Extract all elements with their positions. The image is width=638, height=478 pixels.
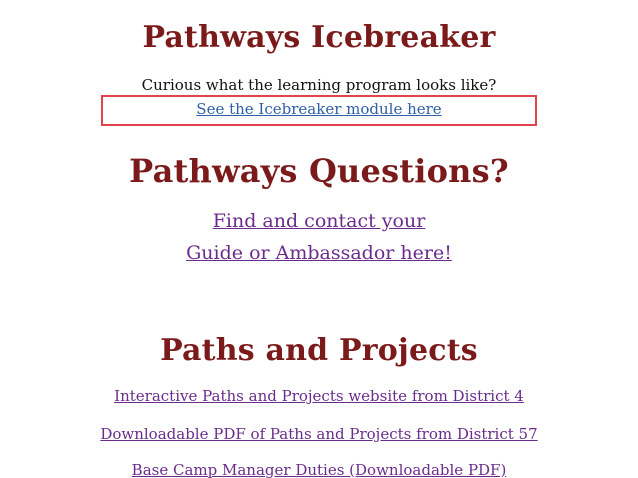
base-camp-duties-link[interactable]: Base Camp Manager Duties (Downloadable PDF) <box>131 461 507 478</box>
icebreaker-intro-text: Curious what the learning program looks like? <box>141 76 497 94</box>
questions-heading: Pathways Questions? <box>129 152 509 190</box>
paths-pdf-link[interactable]: Downloadable PDF of Paths and Projects from District 57 <box>100 425 538 443</box>
icebreaker-heading: Pathways Icebreaker <box>142 20 496 55</box>
paths-projects-heading: Paths and Projects <box>160 333 478 368</box>
interactive-paths-link[interactable]: Interactive Paths and Projects website from District 4 <box>114 387 524 405</box>
contact-guide-link-line-1[interactable]: Find and contact your <box>212 210 426 232</box>
icebreaker-module-link[interactable]: See the Icebreaker module here <box>196 100 442 118</box>
contact-guide-link-line-2[interactable]: Guide or Ambassador here! <box>186 242 452 264</box>
